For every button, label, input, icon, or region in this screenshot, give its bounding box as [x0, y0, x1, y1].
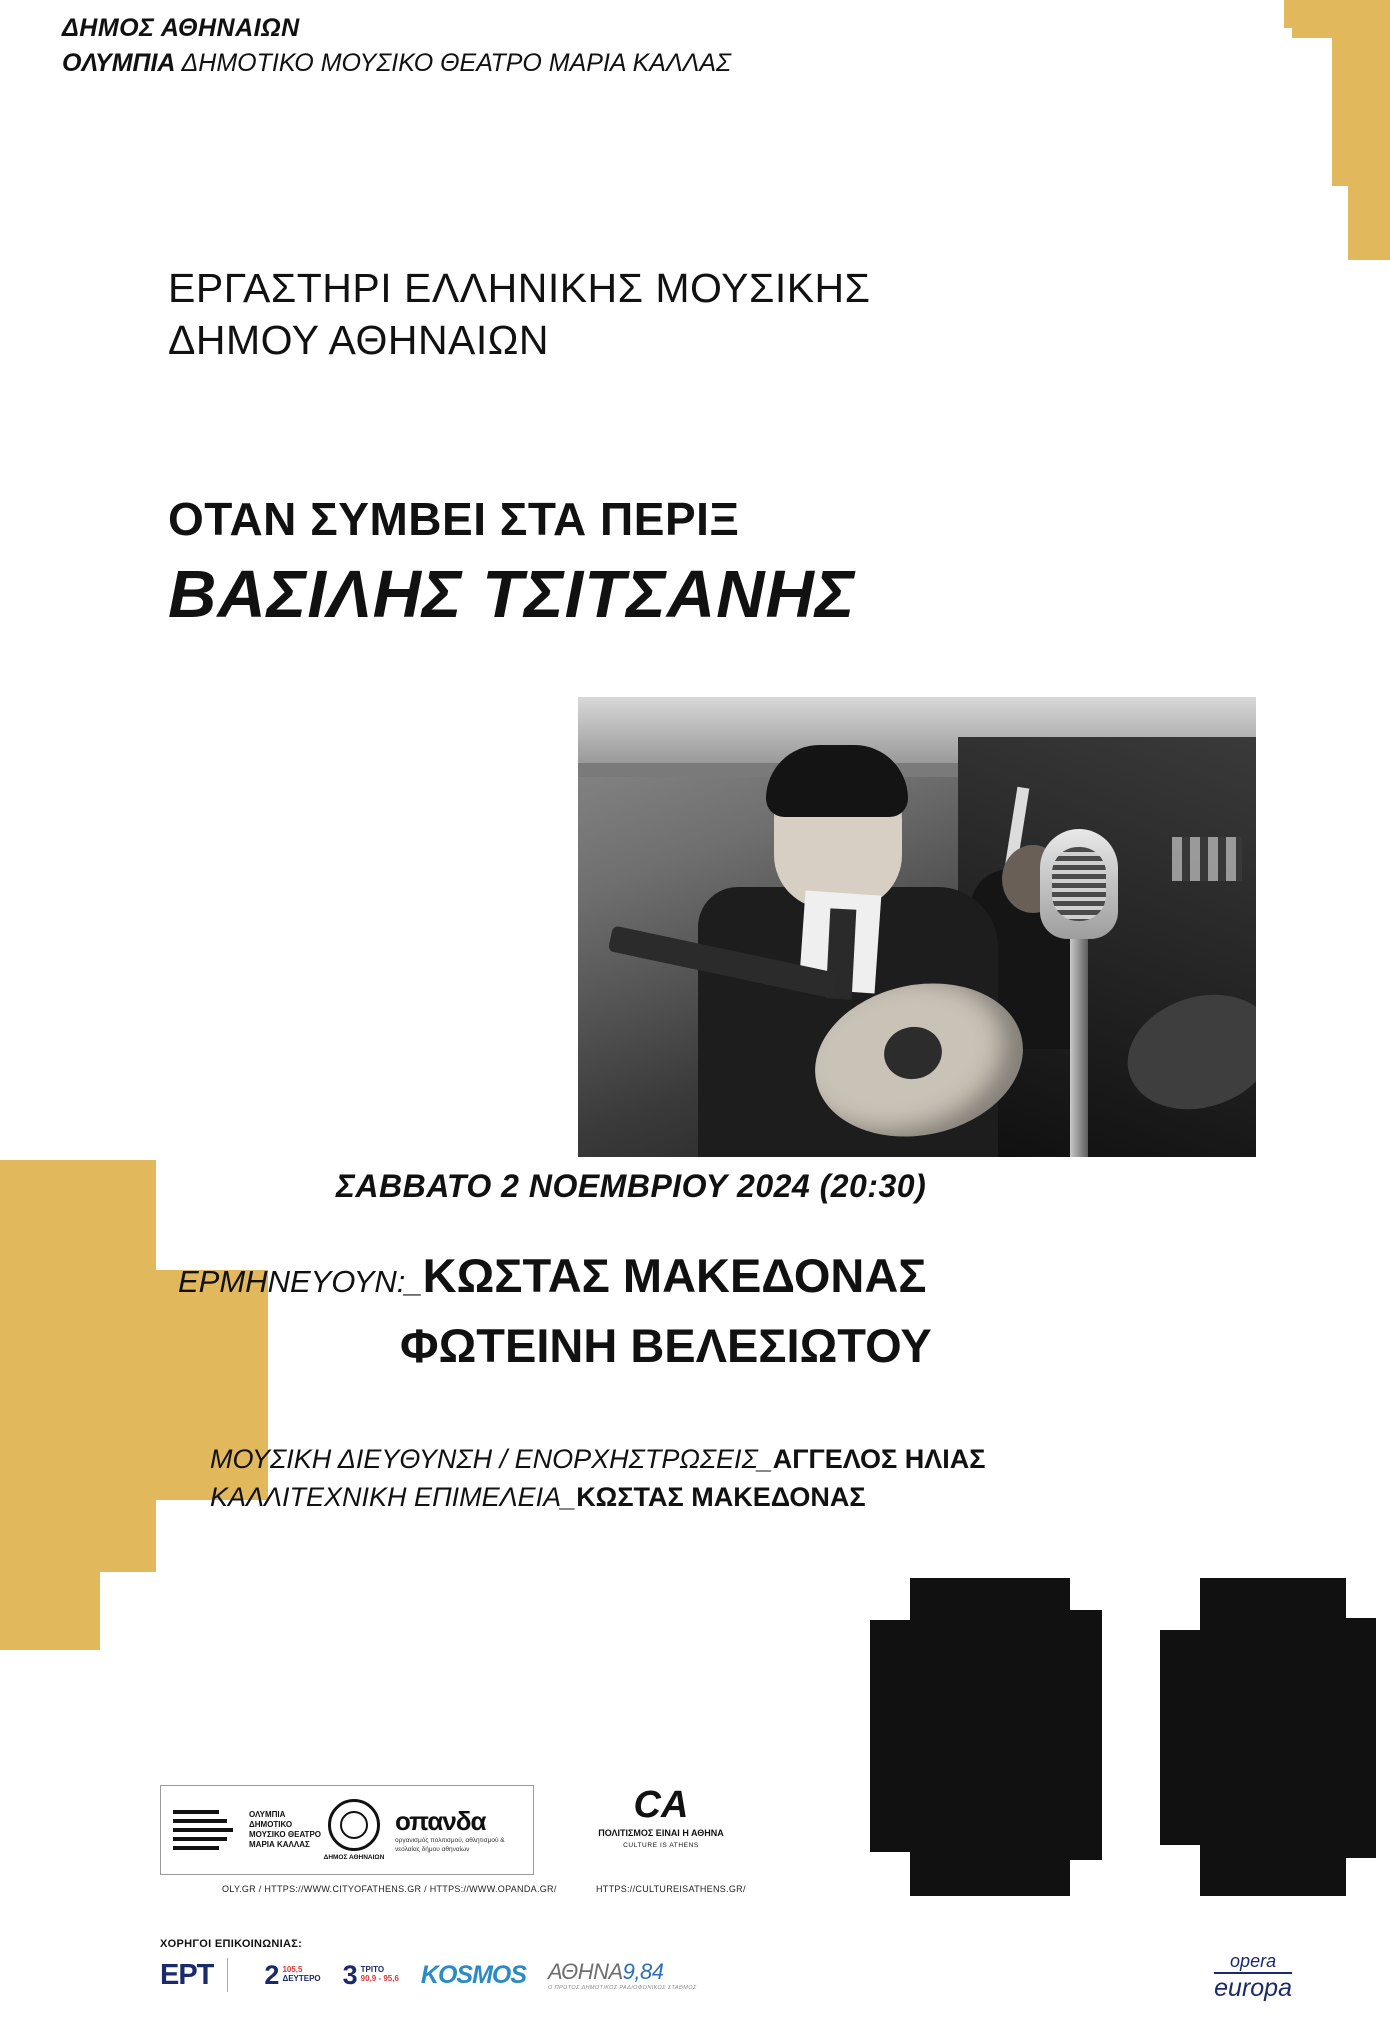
athina-logo-tagline: Ο ΠΡΩΤΟΣ ΔΗΜΟΤΙΚΟΣ ΡΑΔΙΟΦΩΝΙΚΟΣ ΣΤΑΘΜΟΣ: [548, 1985, 697, 1991]
credit-artistic-curation: [210, 1478, 985, 1516]
decor-black-shape: [1160, 1630, 1200, 1845]
opera-europa-line2: europa: [1214, 1974, 1292, 2002]
decor-gold-shape: [1332, 148, 1348, 186]
performer-name-2: ΦΩΤΕΙΝΗ ΒΕΛΕΣΙΩΤΟΥ: [400, 1319, 932, 1372]
opanda-logo: [385, 1806, 515, 1854]
athens-seal-caption: ΔΗΜΟΣ ΑΘΗΝΑΙΩΝ: [323, 1854, 385, 1861]
credit-music-direction-name: ΑΓΓΕΛΟΣ ΗΛΙΑΣ: [772, 1444, 986, 1474]
culture-is-athens-mark: CA: [633, 1784, 689, 1826]
venue-name: ΟΛΥΜΠΙΑ: [62, 49, 176, 77]
credits-block: [210, 1440, 985, 1517]
performer-name-1: ΚΩΣΤΑΣ ΜΑΚΕΔΟΝΑΣ: [422, 1249, 927, 1302]
photo-wall-sign: [1172, 837, 1242, 881]
event-date: ΣΑΒΒΑΤΟ 2 ΝΟΕΜΒΡΙΟΥ 2024 (20:30): [336, 1168, 927, 1204]
divider: [227, 1958, 228, 1992]
sponsor-trito: [342, 1959, 399, 1990]
ert-logo: ΕΡΤ: [160, 1958, 214, 1991]
urls-right[interactable]: HTTPS://CULTUREISATHENS.GR/: [596, 1884, 746, 1894]
sponsor-athina984: [548, 1959, 697, 1991]
photo-microphone-grill: [1052, 847, 1106, 921]
credit-artistic-curation-name: ΚΩΣΤΑΣ ΜΑΚΕΔΟΝΑΣ: [576, 1482, 866, 1513]
sponsor-ert: [160, 1958, 242, 1992]
sponsors-label: ΧΟΡΗΓΟΙ ΕΠΙΚΟΙΝΩΝΙΑΣ:: [160, 1938, 303, 1950]
venue-line: [62, 49, 731, 78]
performers-line-1: [178, 1250, 926, 1303]
athina-logo-number: 9,84: [622, 1959, 664, 1984]
olympia-logo-label: ΟΛΥΜΠΙΑ ΔΗΜΟΤΙΚΟ ΜΟΥΣΙΚΟ ΘΕΑΤΡΟ ΜΑΡΙΑ ΚΑΛΛΑΣ: [249, 1810, 321, 1849]
performers-label: ΕΡΜΗΝΕΥΟΥΝ:_: [178, 1264, 423, 1299]
credit-artistic-curation-label: ΚΑΛΛΙΤΕΧΝΙΚΗ ΕΠΙΜΕΛΕΙΑ_: [210, 1482, 577, 1513]
deftero-number: 2: [264, 1959, 280, 1990]
institutional-logos: [160, 1785, 534, 1875]
decor-gold-shape: [0, 1500, 100, 1650]
deftero-name: ΔΕΥΤΕΡΟ: [282, 1973, 321, 1983]
photo-microphone-stand: [1070, 937, 1088, 1157]
opera-europa-logo: [1214, 1952, 1292, 2001]
trito-name: ΤΡΙΤΟ: [360, 1965, 385, 1975]
show-title: ΟΤΑΝ ΣΥΜΒΕΙ ΣΤΑ ΠΕΡΙΞ: [168, 493, 740, 545]
venue-description: ΔΗΜΟΤΙΚΟ ΜΟΥΣΙΚΟ ΘΕΑΤΡΟ ΜΑΡΙΑ ΚΑΛΛΑΣ: [175, 49, 731, 77]
decor-black-shape: [1070, 1610, 1102, 1860]
decor-gold-shape: [100, 1500, 156, 1572]
credit-music-direction-label: ΜΟΥΣΙΚΗ ΔΙΕΥΘΥΝΣΗ / ΕΝΟΡΧΗΣΤΡΩΣΕΙΣ_: [210, 1444, 773, 1474]
sponsor-kosmos: [421, 1961, 526, 1990]
opanda-logo-subtitle: οργανισμός πολιτισμού, αθλητισμού & νεολαίας δήμου αθηναίων: [395, 1837, 505, 1853]
decor-gold-shape: [1348, 148, 1390, 260]
trito-frequency: 90,9 - 95,6: [360, 1973, 399, 1983]
culture-is-athens-line1: ΠΟΛΙΤΙΣΜΟΣ ΕΙΝΑΙ Η ΑΘΗΝΑ: [598, 1828, 724, 1838]
workshop-name: [168, 262, 871, 367]
workshop-name-line1: ΕΡΓΑΣΤΗΡΙ ΕΛΛΗΝΙΚΗΣ ΜΟΥΣΙΚΗΣ: [168, 265, 871, 311]
credit-music-direction: [210, 1440, 985, 1478]
opera-europa-line1: opera: [1230, 1951, 1277, 1971]
workshop-name-line2: ΔΗΜΟΥ ΑΘΗΝΑΙΩΝ: [168, 317, 550, 364]
poster-header: [62, 14, 731, 78]
deftero-frequency: 105,5: [282, 1965, 303, 1975]
kosmos-logo: KOSMOS: [420, 1960, 527, 1989]
athina-logo-name: ΑΘΗΝΑ: [548, 1959, 623, 1984]
decor-gold-shape: [0, 1160, 156, 1500]
sponsors-row: [160, 1958, 697, 1992]
decor-black-shape: [910, 1578, 1070, 1896]
olympia-logo-icon: [161, 1810, 243, 1850]
trito-number: 3: [342, 1959, 358, 1990]
featured-artist: ΒΑΣΙΛΗΣ ΤΣΙΤΣΑΝΗΣ: [168, 557, 856, 632]
athens-seal-icon: [323, 1799, 385, 1861]
decor-gold-shape: [1284, 0, 1332, 28]
decor-black-shape: [1200, 1578, 1346, 1896]
photo-musician-hair: [766, 745, 908, 817]
culture-is-athens-logo: [596, 1786, 726, 1849]
performance-photo: [578, 697, 1256, 1157]
municipality-line: ΔΗΜΟΣ ΑΘΗΝΑΙΩΝ: [62, 14, 300, 42]
decor-black-shape: [1346, 1618, 1376, 1858]
decor-black-shape: [870, 1620, 910, 1852]
urls-left[interactable]: OLY.GR / HTTPS://WWW.CITYOFATHENS.GR / HTTPS://WWW.OPANDA.GR/: [222, 1884, 557, 1894]
culture-is-athens-line2: CULTURE IS ATHENS: [623, 1842, 699, 1850]
sponsor-deftero: [264, 1959, 321, 1990]
opanda-logo-name: οπανδα: [395, 1806, 486, 1837]
